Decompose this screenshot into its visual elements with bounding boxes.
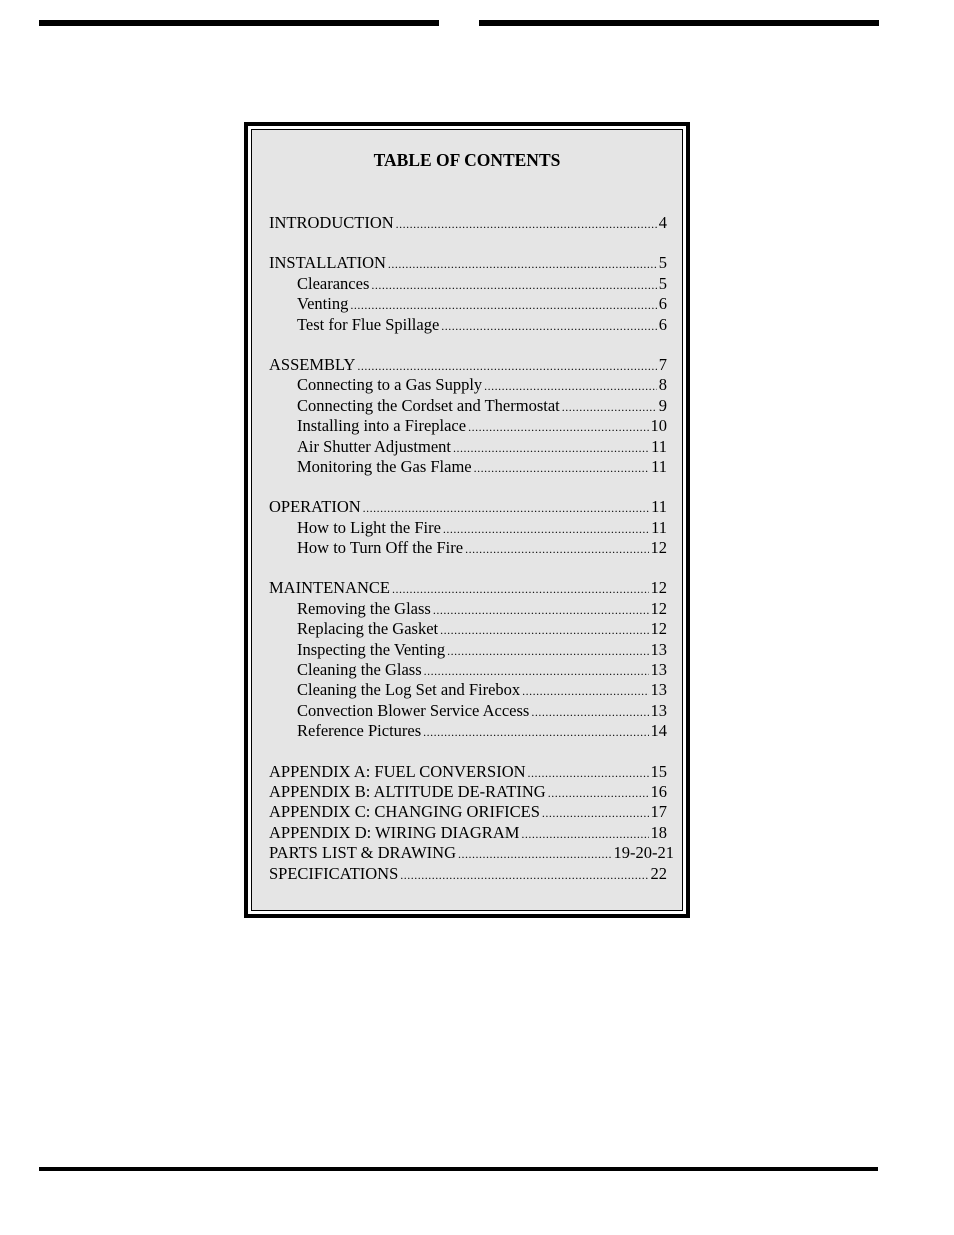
toc-entry-label: SPECIFICATIONS <box>269 863 399 883</box>
toc-entry-page: 6 <box>658 314 667 334</box>
toc-entry-label: How to Turn Off the Fire <box>297 538 464 558</box>
dot-leader <box>468 417 648 437</box>
toc-subentry[interactable] <box>269 538 667 558</box>
toc-entry[interactable] <box>269 578 667 598</box>
dot-leader <box>562 397 657 417</box>
toc-entry-page: 17 <box>650 802 667 822</box>
dot-leader <box>474 458 650 478</box>
toc-entry-label: Connecting the Cordset and Thermostat <box>297 395 560 415</box>
header-rule-right <box>479 20 879 26</box>
toc-entry-page: 9 <box>658 395 667 415</box>
toc-subentry[interactable] <box>269 315 667 335</box>
dot-leader <box>458 844 611 864</box>
toc-entry-label: Cleaning the Glass <box>297 660 422 680</box>
toc-entry-label: APPENDIX C: CHANGING ORIFICES <box>269 802 540 822</box>
toc-subentry[interactable] <box>269 294 667 314</box>
toc-entry-label: How to Light the Fire <box>297 517 441 537</box>
toc-entry-page: 15 <box>650 761 667 781</box>
toc-entry-label: MAINTENANCE <box>269 578 390 598</box>
toc-title: TABLE OF CONTENTS <box>373 150 561 170</box>
toc-entry-page: 19-20-21 <box>613 843 674 863</box>
toc-entry-page: 13 <box>650 680 667 700</box>
toc-entry-page: 5 <box>658 273 667 293</box>
toc-entry-page: 11 <box>651 456 667 476</box>
toc-entry-page: 8 <box>658 375 667 395</box>
dot-leader <box>423 722 648 742</box>
toc-entry-page: 14 <box>650 721 667 741</box>
toc-entry-page: 13 <box>650 660 667 680</box>
dot-leader <box>453 438 649 458</box>
dot-leader <box>357 356 656 376</box>
toc-entry-label: Air Shutter Adjustment <box>297 436 451 456</box>
toc-entry-page: 12 <box>650 538 667 558</box>
toc-entry-page: 12 <box>650 578 667 598</box>
toc-entry-label: INTRODUCTION <box>269 213 394 232</box>
toc-subentry[interactable] <box>269 599 667 619</box>
dot-leader <box>522 681 648 701</box>
toc-entry[interactable] <box>269 782 667 802</box>
toc-entry[interactable] <box>269 864 667 884</box>
toc-entry-label: OPERATION <box>269 497 361 517</box>
dot-leader <box>443 519 649 539</box>
toc-subentry[interactable] <box>269 518 667 538</box>
toc-subentry[interactable] <box>269 437 667 457</box>
toc-entry-page: 12 <box>650 619 667 639</box>
toc-entry-page: 7 <box>658 354 667 374</box>
dot-leader <box>388 254 657 274</box>
toc-entry-label: APPENDIX D: WIRING DIAGRAM <box>269 822 520 842</box>
toc-entry-label: Monitoring the Gas Flame <box>297 456 472 476</box>
toc-group <box>269 497 667 558</box>
toc-entry[interactable] <box>269 497 667 517</box>
dot-leader <box>548 783 649 803</box>
toc-subentry[interactable] <box>269 396 667 416</box>
dot-leader <box>350 295 656 315</box>
toc-entry-label: Cleaning the Log Set and Firebox <box>297 680 521 700</box>
toc-entry-label: Connecting to a Gas Supply <box>297 375 483 395</box>
dot-leader <box>424 661 649 681</box>
toc-subentry[interactable] <box>269 640 667 660</box>
toc-subentry[interactable] <box>269 680 667 700</box>
toc-list <box>269 213 674 904</box>
toc-entry-label: PARTS LIST & DRAWING <box>269 843 457 863</box>
toc-entry-label: Venting <box>297 294 349 314</box>
toc-entry[interactable] <box>269 843 674 863</box>
toc-entry[interactable] <box>269 762 667 782</box>
toc-entry-label: ASSEMBLY <box>269 354 356 374</box>
dot-leader <box>392 579 649 599</box>
toc-entry-page: 16 <box>650 781 667 801</box>
toc-entry-page: 6 <box>658 294 667 314</box>
toc-entry-page: 13 <box>650 700 667 720</box>
toc-group <box>269 578 667 741</box>
toc-entry-label: Installing into a Fireplace <box>297 416 467 436</box>
toc-entry[interactable] <box>269 355 667 375</box>
toc-subentry[interactable] <box>269 457 667 477</box>
toc-entry-page: 4 <box>658 213 667 232</box>
toc-entry-page: 18 <box>650 822 667 842</box>
dot-leader <box>465 539 648 559</box>
toc-entry[interactable] <box>269 823 667 843</box>
dot-leader <box>441 316 656 336</box>
toc-box <box>244 122 690 918</box>
toc-entry-label: INSTALLATION <box>269 253 386 273</box>
toc-entry-page: 10 <box>650 416 667 436</box>
toc-entry-page: 11 <box>651 436 667 456</box>
header-rule-left <box>39 20 439 26</box>
toc-entry-label: APPENDIX A: FUEL CONVERSION <box>269 761 526 781</box>
toc-subentry[interactable] <box>269 660 667 680</box>
toc-entry-label: Replacing the Gasket <box>297 619 439 639</box>
toc-subentry[interactable] <box>269 416 667 436</box>
toc-entry-label: Convection Blower Service Access <box>297 700 530 720</box>
dot-leader <box>371 275 656 295</box>
dot-leader <box>521 824 648 844</box>
toc-group <box>269 253 667 335</box>
toc-entry-label: Removing the Glass <box>297 598 431 618</box>
toc-group <box>269 761 674 884</box>
toc-entry-label: Test for Flue Spillage <box>297 314 440 334</box>
dot-leader <box>531 702 648 722</box>
toc-entry-page: 13 <box>650 639 667 659</box>
toc-group <box>269 213 667 233</box>
footer-rule <box>39 1167 878 1171</box>
dot-leader <box>484 376 657 396</box>
toc-subentry[interactable] <box>269 274 667 294</box>
toc-panel <box>251 129 683 911</box>
toc-entry-label: Clearances <box>297 273 370 293</box>
toc-subentry[interactable] <box>269 375 667 395</box>
toc-subentry[interactable] <box>269 619 667 639</box>
toc-entry-page: 5 <box>658 253 667 273</box>
dot-leader <box>363 498 649 518</box>
toc-entry[interactable] <box>269 802 667 822</box>
toc-entry-page: 11 <box>651 497 667 517</box>
dot-leader <box>440 620 648 640</box>
dot-leader <box>528 763 649 783</box>
toc-entry[interactable] <box>269 253 667 273</box>
toc-entry-page: 12 <box>650 598 667 618</box>
dot-leader <box>433 600 649 620</box>
dot-leader <box>396 214 657 234</box>
toc-entry-page: 11 <box>651 517 667 537</box>
toc-entry-label: Reference Pictures <box>297 721 422 741</box>
toc-subentry[interactable] <box>269 701 667 721</box>
dot-leader <box>447 641 648 661</box>
toc-entry-label: APPENDIX B: ALTITUDE DE-RATING <box>269 781 546 801</box>
toc-subentry[interactable] <box>269 721 667 741</box>
dot-leader <box>542 803 649 823</box>
toc-entry[interactable] <box>269 213 667 233</box>
toc-entry-label: Inspecting the Venting <box>297 639 446 659</box>
toc-entry-page: 22 <box>650 863 667 883</box>
toc-group <box>269 355 667 477</box>
dot-leader <box>400 865 648 885</box>
